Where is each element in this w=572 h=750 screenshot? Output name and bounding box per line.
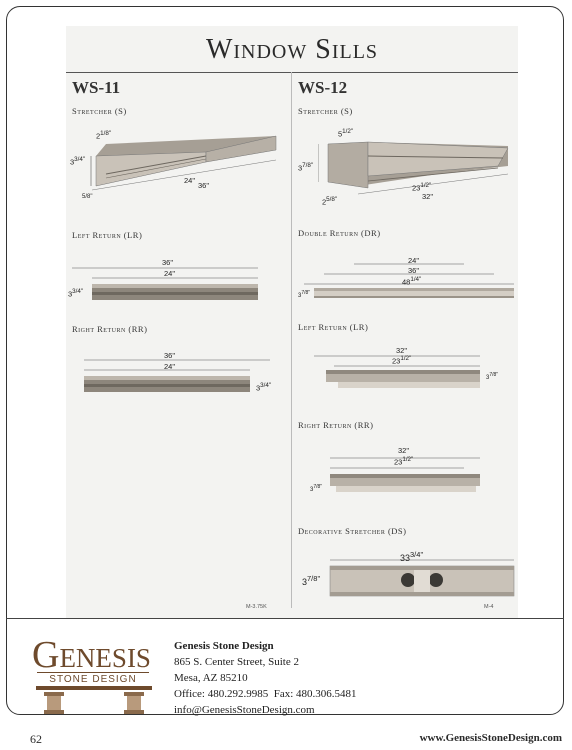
ws12-stretcher-depth: $5^{1/2"}$: [338, 128, 354, 139]
ws11-code: M-3.75K: [246, 604, 267, 610]
footer-rule: [6, 618, 564, 619]
page-number: 62: [30, 732, 42, 746]
ws11-lr-outer: 36": [162, 258, 174, 267]
ws11-stretcher-depth: $2^{1/8"}$: [96, 130, 112, 141]
ws11-lr-inner: 24": [164, 269, 176, 278]
ws12-right-return-drawing: [330, 444, 500, 504]
column-pillars-logo: [36, 686, 152, 714]
ws11-lr-height: $3^{3/4"}$: [68, 288, 84, 299]
address-line-2: Mesa, AZ 85210: [174, 672, 248, 684]
ws12-lr-inner: $23^{1/2"}$: [392, 355, 412, 366]
company-name: Genesis Stone Design: [174, 640, 274, 652]
ws12-right-return-label: Right Return (RR): [298, 420, 374, 430]
ws11-rr-outer: 36": [164, 351, 176, 360]
ws12-stretcher-label: Stretcher (S): [298, 106, 353, 116]
ws12-stretcher-length-outer: 32": [422, 192, 434, 201]
ws11-stretcher-length-inner: 24": [184, 176, 196, 185]
ws12-stretcher-base: $2^{5/8"}$: [322, 196, 338, 207]
ws11-heading: WS-11: [72, 78, 121, 97]
company-logo-text: Genesis: [32, 634, 151, 676]
ws11-left-return-label: Left Return (LR): [72, 230, 143, 240]
ws12-double-return-label: Double Return (DR): [298, 228, 381, 238]
ws12-lr-outer: 32": [396, 346, 408, 355]
ws12-dr-d3: $48^{1/4"}$: [402, 276, 422, 287]
phone-fax: Office: 480.292.9985 Fax: 480.306.5481: [174, 688, 357, 700]
ws11-stretcher-base: 5/8": [82, 194, 93, 200]
website-link[interactable]: www.GenesisStoneDesign.com: [419, 732, 562, 744]
title-rule: [66, 72, 518, 73]
ws12-code: M-4: [484, 604, 494, 610]
ws11-stretcher-length-outer: 36": [198, 181, 210, 190]
ws12-ds-length: $33^{3/4"}$: [400, 550, 424, 563]
email[interactable]: info@GenesisStoneDesign.com: [174, 704, 315, 716]
ws12-heading: WS-12: [298, 78, 348, 97]
ws11-stretcher-height: $3^{3/4"}$: [70, 156, 86, 167]
ws12-lr-height: $3^{7/8"}$: [486, 372, 499, 381]
ws11-right-return-drawing: [84, 348, 284, 398]
ws11-rr-height: $3^{3/4"}$: [256, 382, 272, 393]
ws12-rr-height: $3^{7/8"}$: [310, 484, 323, 493]
page-title: Window Sills: [205, 34, 379, 65]
address-line-1: 865 S. Center Street, Suite 2: [174, 656, 299, 668]
ws11-stretcher-label: Stretcher (S): [72, 106, 127, 116]
ws12-decorative-stretcher-label: Decorative Stretcher (DS): [298, 526, 407, 536]
ws12-stretcher-length-inner: $23^{1/2"}$: [412, 182, 432, 193]
ws12-stretcher-height: $3^{7/8"}$: [298, 162, 314, 173]
ws12-rr-outer: 32": [398, 446, 410, 455]
ws12-left-return-label: Left Return (LR): [298, 322, 369, 332]
company-contact-block: [174, 638, 357, 718]
company-logo-subtitle: STONE DESIGN: [37, 672, 149, 687]
ws11-rr-inner: 24": [164, 362, 176, 371]
ws12-dr-d2: 36": [408, 266, 420, 275]
ws12-rr-inner: $23^{1/2"}$: [394, 456, 414, 467]
ws11-stretcher-drawing: [86, 126, 286, 206]
ws11-right-return-label: Right Return (RR): [72, 324, 148, 334]
catalog-sheet: [66, 26, 518, 618]
column-divider: [291, 72, 292, 608]
ws12-ds-height: $3^{7/8"}$: [302, 574, 321, 587]
ws12-dr-height: $3^{7/8"}$: [298, 290, 311, 299]
ws12-dr-d1: 24": [408, 256, 420, 265]
